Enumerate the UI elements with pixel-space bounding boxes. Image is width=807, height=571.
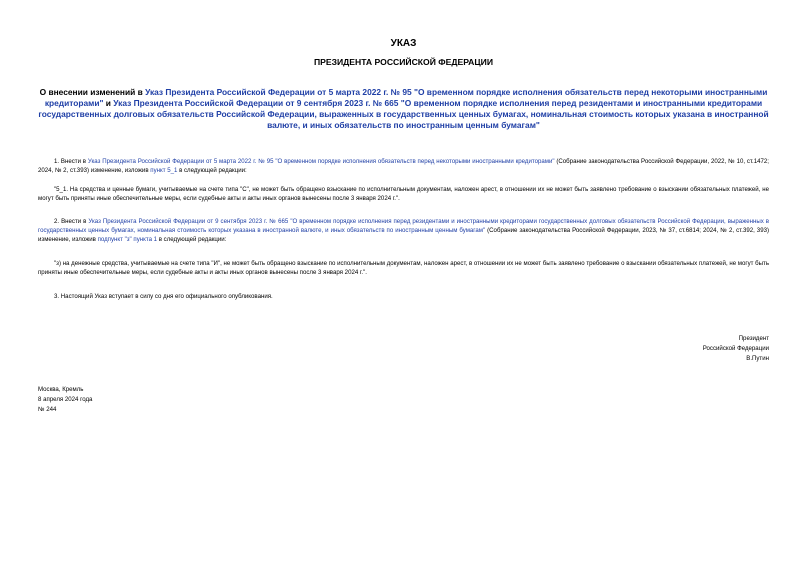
document-title: [38, 87, 769, 131]
signature-name: В.Путин: [746, 355, 769, 362]
p3-text-3: в следующей редакции:: [157, 236, 227, 243]
title-link-decree-665[interactable]: Указ Президента Российской Федерации от 9 сентября 2023 г. № 665 "О временном порядке исполнения перед резидентами и иностранными кредиторами государственных долговых обязательств Российской Федерации, выраженных в государственных ценных бумагах, номинальная стоимость которых указана в иностранной валюте, и иных обязательств по иностранным ценным бумагам": [38, 98, 769, 130]
document-number: № 244: [38, 406, 57, 413]
p1-link-decree-95[interactable]: Указ Президента Российской Федерации от 5 марта 2022 г. № 95 "О временном порядке исполнения обязательств перед некоторыми иностранными кредиторами": [87, 158, 555, 165]
p3-text-2: (Собрание законодательства Российской Федерации, 2023, № 37, ст.6814; 2024, № 2, ст.392, 393) изменение, изложив: [38, 227, 769, 243]
p1-text-1: 1. Внести в: [54, 158, 88, 165]
p3-link-subpoint-z[interactable]: подпункт "з" пункта 1: [97, 236, 158, 243]
title-text-2: и: [103, 98, 114, 108]
title-link-decree-95[interactable]: Указ Президента Российской Федерации от 5 марта 2022 г. № 95 "О временном порядке исполнения обязательств перед некоторыми иностранными кредиторами": [44, 87, 768, 108]
place-date-block: [38, 385, 92, 415]
place: Москва, Кремль: [38, 386, 84, 393]
paragraph-4-quote: "з) на денежные средства, учитываемые на счете типа "И", не может быть обращено взыскание по исполнительным документам, наложен арест, в отношении их не может быть заявлено требование о взыскании обязательных платежей, не могут быть приняты иные обеспечительные меры, если судебные акты и акты иных органов вынесены после 3 января 2024 г.".: [38, 260, 769, 276]
paragraph-1: [38, 157, 769, 175]
p3-text-1: 2. Внести в: [54, 218, 89, 225]
signature-country: Российской Федерации: [702, 345, 769, 352]
p1-text-2: (Собрание законодательства Российской Федерации, 2022, № 10, ст.1472; 2024, № 2, ст.393) изменение, изложив: [38, 158, 769, 174]
document-type-heading: УКАЗ: [390, 38, 417, 49]
issuer-heading: ПРЕЗИДЕНТА РОССИЙСКОЙ ФЕДЕРАЦИИ: [313, 57, 494, 67]
paragraph-3: [38, 217, 769, 244]
signature-position: Президент: [738, 335, 769, 342]
p1-text-3: в следующей редакции:: [177, 167, 247, 174]
p3-link-decree-665[interactable]: Указ Президента Российской Федерации от 9 сентября 2023 г. № 665 "О временном порядке исполнения перед резидентами и иностранными кредиторами государственных долговых обязательств Российской Федерации, выраженных в государственных ценных бумагах, номинальная стоимость которых указана в иностранной валюте, и иных обязательств по иностранным ценным бумагам": [38, 218, 769, 234]
p1-link-point-5-1[interactable]: пункт 5_1: [150, 167, 178, 174]
paragraph-2-quote: "5_1. На средства и ценные бумаги, учитываемые на счете типа "С", не может быть обращено взыскание по исполнительным документам, наложен арест, в отношении их не может быть заявлено требование о взыскании обязательных платежей, не могут быть приняты иные обеспечительные меры, если судебные акты и акты иных органов вынесены после 3 января 2024 г.".: [38, 186, 769, 202]
signature-block: [703, 334, 769, 364]
paragraph-5: 3. Настоящий Указ вступает в силу со дня его официального опубликования.: [54, 293, 273, 300]
date: 8 апреля 2024 года: [38, 396, 93, 403]
title-text-1: О внесении изменений в: [39, 87, 146, 97]
